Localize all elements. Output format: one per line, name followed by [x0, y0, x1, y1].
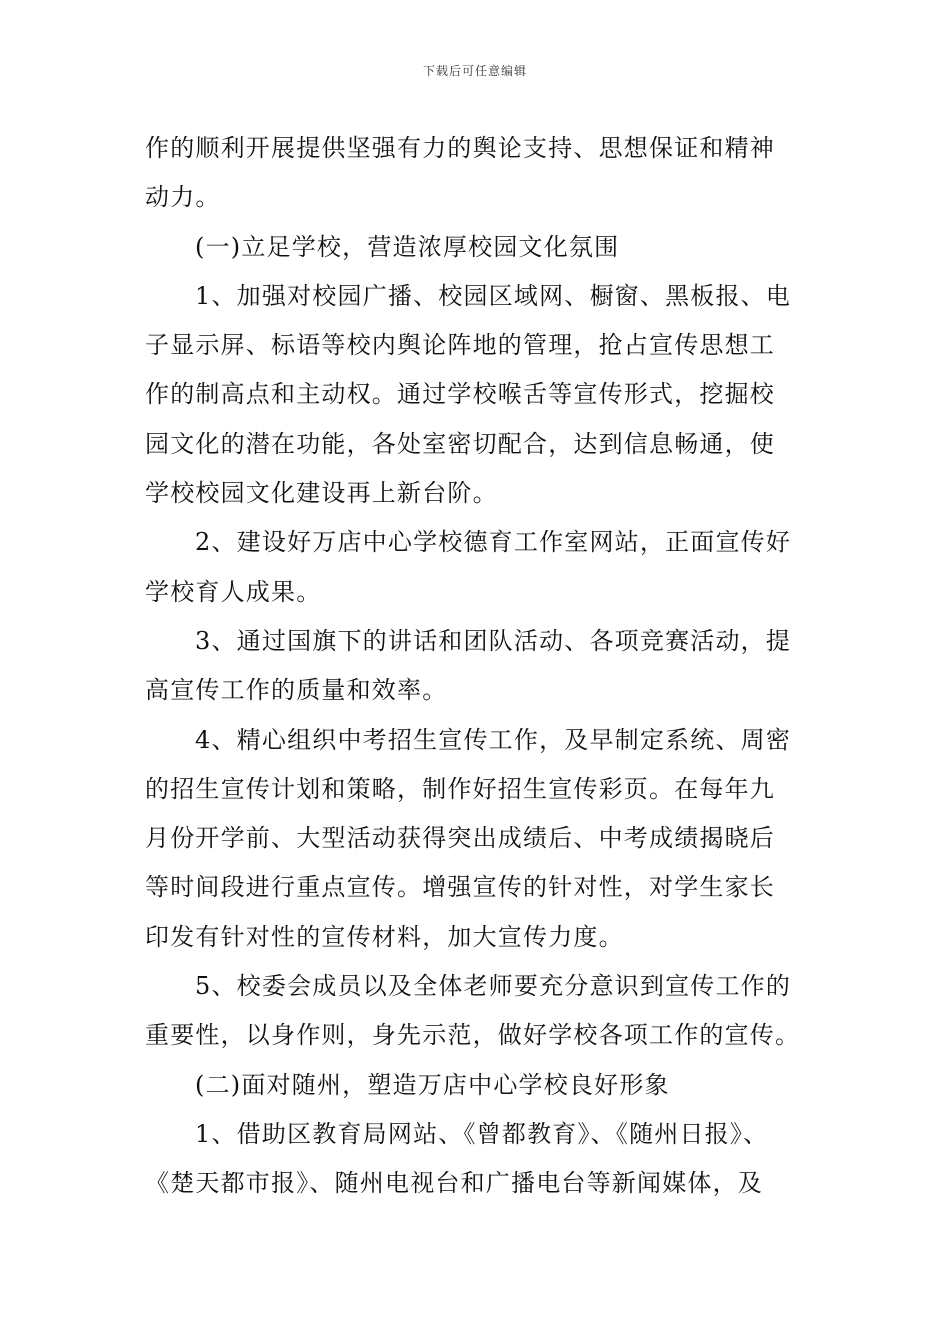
text-line: 《楚天都市报》、随州电视台和广播电台等新闻媒体，及: [145, 1169, 763, 1198]
section-heading: (一)立足学校，营造浓厚校园文化氛围: [195, 232, 620, 261]
document-body: [145, 124, 810, 1209]
section-heading: (二)面对随州，塑造万店中心学校良好形象: [195, 1070, 670, 1099]
text-line: 2、建设好万店中心学校德育工作室网站，正面宣传好: [195, 528, 792, 557]
text-line: 等时间段进行重点宣传。增强宣传的针对性，对学生家长: [145, 873, 775, 902]
text-line: 3、通过国旗下的讲话和团队活动、各项竞赛活动，提: [195, 626, 792, 655]
text-line: 动力。: [145, 183, 221, 212]
text-line: 印发有针对性的宣传材料，加大宣传力度。: [145, 922, 624, 951]
text-line: 子显示屏、标语等校内舆论阵地的管理，抢占宣传思想工: [145, 331, 775, 360]
text-line: 学校育人成果。: [145, 577, 322, 606]
text-line: 重要性，以身作则，身先示范，做好学校各项工作的宣传。: [145, 1021, 801, 1050]
text-line: 5、校委会成员以及全体老师要充分意识到宣传工作的: [195, 972, 792, 1001]
text-line: 作的顺利开展提供坚强有力的舆论支持、思想保证和精神: [145, 134, 775, 162]
text-line: 的招生宣传计划和策略，制作好招生宣传彩页。在每年九: [145, 774, 775, 803]
text-line: 月份开学前、大型活动获得突出成绩后、中考成绩揭晓后: [145, 824, 775, 853]
text-line: 4、精心组织中考招生宣传工作，及早制定系统、周密: [195, 725, 792, 754]
text-line: 1、借助区教育局网站、《曾都教育》、《随州日报》、: [195, 1119, 769, 1148]
page-header: 下载后可任意编辑: [422, 64, 527, 78]
text-line: 园文化的潜在功能，各处室密切配合，达到信息畅通，使: [145, 429, 775, 458]
text-line: 作的制高点和主动权。通过学校喉舌等宣传形式，挖掘校: [145, 380, 775, 409]
text-line: 高宣传工作的质量和效率。: [145, 676, 448, 705]
text-line: 1、加强对校园广播、校园区域网、橱窗、黑板报、电: [195, 281, 792, 310]
text-line: 学校校园文化建设再上新台阶。: [145, 479, 498, 508]
